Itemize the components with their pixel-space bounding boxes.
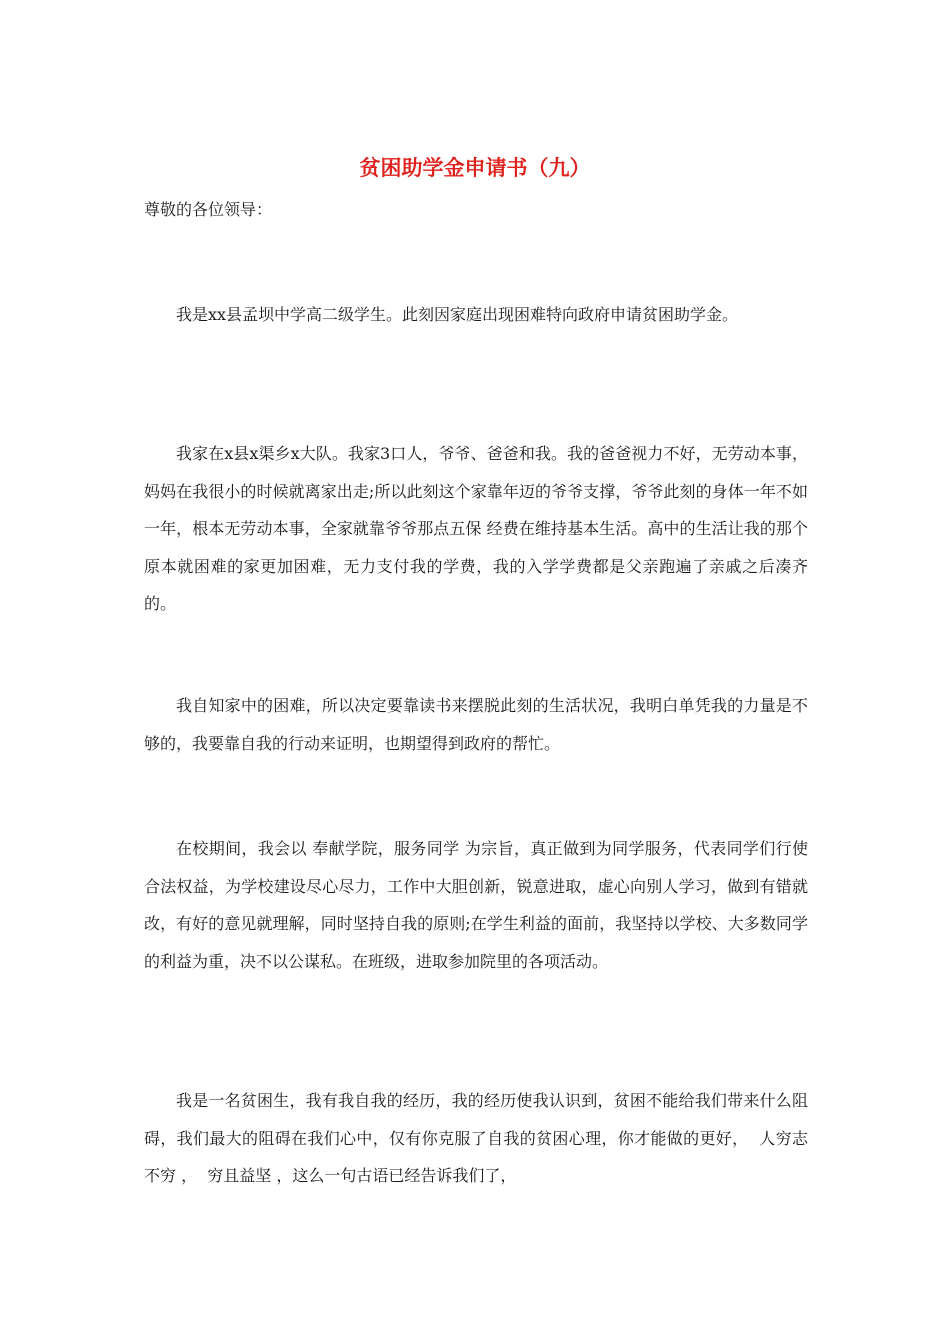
salutation: 尊敬的各位领导： xyxy=(144,200,273,219)
document-title: 贫困助学金申请书（九） xyxy=(359,155,591,180)
paragraph-5: 我是一名贫困生，我有我自我的经历，我的经历使我认识到，贫困不能给我们带来什么阻碍，我们最大的阻碍在我们心中，仅有你克服了自我的贫困心理，你才能做的更好， 人穷志不穷 ， 穷且益坚 ，这么一句古语已经告诉我们了， xyxy=(144,1091,808,1186)
paragraph-2: 我家在x县x渠乡x大队。我家3口人，爷爷、爸爸和我。我的爸爸视力不好，无劳动本事，妈妈在我很小的时候就离家出走;所以此刻这个家靠年迈的爷爷支撑，爷爷此刻的身体一年不如一年，根本无劳动本事，全家就靠爷爷那点五保 经费在维持基本生活。高中的生活让我的那个原本就困难的家更加困难，无力支付我的学费，我的入学学费都是父亲跑遍了亲戚之后凑齐的。 xyxy=(144,444,808,614)
paragraph-4: 在校期间，我会以 奉献学院，服务同学 为宗旨，真正做到为同学服务，代表同学们行使合法权益，为学校建设尽心尽力，工作中大胆创新，锐意进取，虚心向别人学习，做到有错就改，有好的意见就理解，同时坚持自我的原则;在学生利益的面前，我坚持以学校、大多数同学的利益为重，决不以公谋私。在班级，进取参加院里的各项活动。 xyxy=(144,839,808,971)
paragraph-1: 我是xx县孟坝中学高二级学生。此刻因家庭出现困难特向政府申请贫困助学金。 xyxy=(176,305,739,324)
paragraph-3: 我自知家中的困难，所以决定要靠读书来摆脱此刻的生活状况，我明白单凭我的力量是不够的，我要靠自我的行动来证明，也期望得到政府的帮忙。 xyxy=(144,696,808,753)
